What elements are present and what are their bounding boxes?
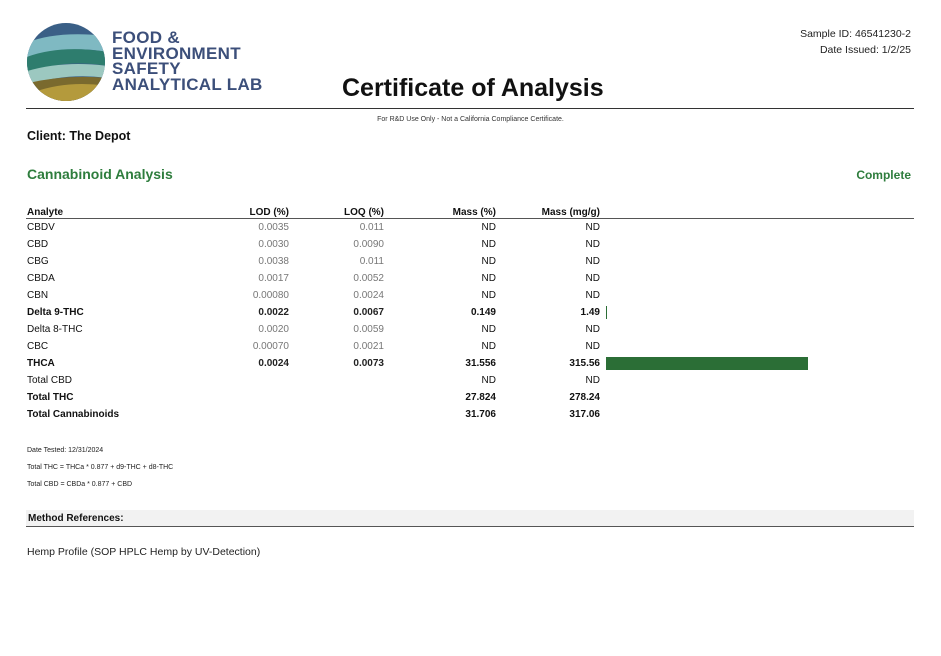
cell-lod: 0.00080 — [252, 290, 289, 301]
header-analyte: Analyte — [27, 207, 64, 218]
cell-analyte: THCA — [27, 358, 55, 369]
cell-lod: 0.0030 — [258, 239, 289, 250]
cell-mass-pct: 31.706 — [465, 409, 496, 420]
cell-mass-mg: ND — [585, 290, 600, 301]
cell-analyte: Delta 9-THC — [27, 307, 84, 318]
cell-mass-mg: ND — [585, 324, 600, 335]
cell-analyte: CBD — [27, 239, 49, 250]
cell-loq: 0.0021 — [353, 341, 384, 352]
header-divider — [26, 108, 914, 109]
cell-mass-mg: ND — [585, 239, 600, 250]
mass-bar — [606, 306, 607, 319]
table-row — [0, 236, 941, 253]
cell-analyte: CBC — [27, 341, 49, 352]
header-loq: LOQ (%) — [344, 207, 384, 218]
cell-analyte: CBDA — [27, 273, 55, 284]
cell-mass-pct: 27.824 — [465, 392, 496, 403]
note-total-thc: Total THC = THCa * 0.877 + d9-THC + d8-THC — [27, 464, 174, 471]
cell-mass-pct: ND — [481, 222, 496, 233]
lab-name-line: ENVIRONMENT — [112, 43, 241, 63]
cell-lod: 0.0020 — [258, 324, 289, 335]
cell-loq: 0.0052 — [353, 273, 384, 284]
table-row — [0, 287, 941, 304]
cell-mass-pct: 31.556 — [465, 358, 496, 369]
cell-lod: 0.0035 — [258, 222, 289, 233]
table-row — [0, 304, 941, 321]
sample-meta — [800, 26, 911, 58]
note-date-tested: Date Tested: 12/31/2024 — [27, 447, 104, 454]
date-issued: Date Issued: 1/2/25 — [819, 44, 911, 56]
cell-mass-pct: ND — [481, 256, 496, 267]
table-row — [0, 406, 941, 423]
status-label: Complete — [856, 168, 911, 182]
cell-analyte: Delta 8-THC — [27, 324, 83, 335]
method-divider — [26, 526, 914, 527]
header-lod: LOD (%) — [249, 207, 289, 218]
cell-mass-pct: ND — [481, 341, 496, 352]
client-name: Client: The Depot — [27, 129, 131, 143]
cell-mass-mg: ND — [585, 375, 600, 386]
cell-analyte: Total THC — [27, 392, 74, 403]
cell-lod: 0.0038 — [258, 256, 289, 267]
table-row — [0, 253, 941, 270]
sample-id: Sample ID: 46541230-2 — [800, 28, 911, 40]
lab-logo — [24, 22, 108, 102]
cell-analyte: CBN — [27, 290, 49, 301]
cell-mass-pct: ND — [481, 324, 496, 335]
cell-loq: 0.0067 — [353, 307, 384, 318]
table-row — [0, 372, 941, 389]
cell-loq: 0.0059 — [353, 324, 384, 335]
cell-mass-mg: 315.56 — [569, 358, 600, 369]
cell-loq: 0.0073 — [353, 358, 384, 369]
cell-loq: 0.0024 — [353, 290, 384, 301]
table-row — [0, 355, 941, 372]
cell-mass-mg: 278.24 — [569, 392, 600, 403]
cell-mass-mg: 317.06 — [569, 409, 600, 420]
cell-loq: 0.0090 — [353, 239, 384, 250]
lab-name-line: SAFETY — [112, 59, 181, 78]
cell-mass-mg: ND — [585, 273, 600, 284]
table-row — [0, 219, 941, 236]
cell-analyte: Total CBD — [27, 375, 73, 386]
cell-mass-pct: ND — [481, 239, 496, 250]
table-row — [0, 338, 941, 355]
cell-lod: 0.0024 — [258, 358, 289, 369]
cell-mass-pct: ND — [481, 290, 496, 301]
method-title: Method References: — [28, 513, 124, 524]
cell-mass-mg: ND — [585, 256, 600, 267]
header-mass-mg: Mass (mg/g) — [541, 207, 600, 218]
cell-mass-pct: 0.149 — [470, 307, 496, 318]
table-row — [0, 270, 941, 287]
cell-loq: 0.011 — [359, 222, 384, 233]
cell-analyte: CBG — [27, 256, 49, 267]
method-header-bar — [26, 510, 914, 526]
cell-mass-pct: ND — [481, 273, 496, 284]
cell-loq: 0.011 — [359, 256, 384, 267]
lab-name-line: ANALYTICAL LAB — [112, 74, 263, 94]
lab-name — [112, 30, 263, 92]
lab-name-line: FOOD & — [112, 28, 180, 47]
cell-mass-mg: ND — [585, 341, 600, 352]
table-row — [0, 321, 941, 338]
cell-lod: 0.00070 — [252, 341, 289, 352]
cell-analyte: Total Cannabinoids — [27, 409, 120, 420]
table-row — [0, 389, 941, 406]
document-title: Certificate of Analysis — [342, 74, 604, 102]
header-mass-pct: Mass (%) — [452, 207, 496, 218]
cell-lod: 0.0017 — [258, 273, 289, 284]
disclaimer: For R&D Use Only - Not a California Compliance Certificate. — [377, 116, 564, 123]
note-total-cbd: Total CBD = CBDa * 0.877 + CBD — [27, 481, 133, 488]
cell-mass-mg: 1.49 — [580, 307, 600, 318]
cell-analyte: CBDV — [27, 222, 55, 233]
cell-lod: 0.0022 — [258, 307, 289, 318]
section-title: Cannabinoid Analysis — [27, 166, 173, 182]
cell-mass-pct: ND — [481, 375, 496, 386]
method-text: Hemp Profile (SOP HPLC Hemp by UV-Detection) — [27, 546, 261, 558]
cell-mass-mg: ND — [585, 222, 600, 233]
mass-bar — [606, 357, 808, 370]
